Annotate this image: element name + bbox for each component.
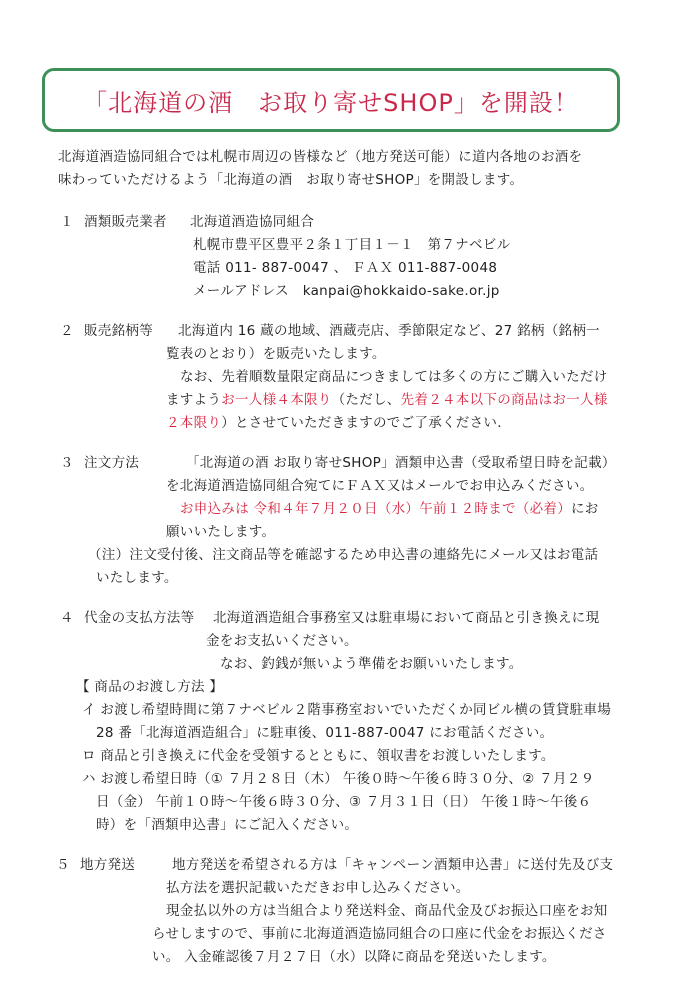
section-5-label: 地方発送 bbox=[80, 857, 136, 873]
delivery-item-i-line-2: 28 番「北海道酒造組合」に駐車後、011-887-0047 にお電話ください。 bbox=[96, 725, 554, 741]
section-2-line-2: 覧表のとおり）を販売いたします。 bbox=[166, 346, 386, 362]
section-2-line-5 bbox=[166, 414, 502, 432]
intro-line-1: 北海道酒造協同組合では札幌市周辺の皆様など（地方発送可能）に道内各地のお酒を bbox=[58, 149, 583, 165]
section-5-line-4: らせしますので、事前に北海道酒造協同組合の口座に代金をお振込くださ bbox=[152, 926, 607, 942]
section-2-line-1: 北海道内 16 蔵の地域、酒蔵売店、季節限定など、27 銘柄（銘柄一 bbox=[178, 323, 600, 339]
section-5-line-5: い。 入金確認後７月２７日（水）以降に商品を発送いたします。 bbox=[152, 949, 556, 965]
delivery-method-heading: 【 商品のお渡し方法 】 bbox=[76, 679, 224, 695]
delivery-item-ro: ロ 商品と引き換えに代金を受領するとともに、領収書をお渡しいたします。 bbox=[82, 748, 555, 764]
section-5-line-1: 地方発送を希望される方は「キャンペーン酒類申込書」に送付先及び支 bbox=[172, 857, 614, 873]
section-3-line-2: を北海道酒造協同組合宛てにＦＡＸ又はメールでお申込みください。 bbox=[166, 478, 594, 494]
deadline-highlight: お申込みは 令和４年７月２０日（水）午前１２時まで（必着） bbox=[180, 501, 571, 517]
section-1-address: 札幌市豊平区豊平２条１丁目１－１ 第７ナベビル bbox=[193, 237, 511, 253]
section-3-note-1: （注）注文受付後、注文商品等を確認するため申込書の連絡先にメール又はお電話 bbox=[88, 547, 599, 563]
section-3-line-3 bbox=[180, 500, 599, 518]
section-4-line-3: なお、釣銭が無いよう準備をお願いいたします。 bbox=[220, 656, 523, 672]
section-2-label: 販売銘柄等 bbox=[84, 323, 153, 339]
section-2-text: ますよう bbox=[166, 392, 222, 408]
section-1-number: １ bbox=[60, 214, 74, 230]
delivery-item-i-line-1: イ お渡し希望時間に第７ナベビル２階事務室おいでいただくか同ビル横の賃貸駐車場 bbox=[82, 702, 611, 718]
section-3-line-1: 「北海道の酒 お取り寄せSHOP」酒類申込書（受取希望日時を記載） bbox=[186, 455, 616, 471]
section-3-note-2: いたします。 bbox=[96, 570, 178, 586]
section-3-number: ３ bbox=[60, 455, 74, 471]
section-1-phone: 電話 011- 887-0047 、 ＦＡＸ 011-887-0048 bbox=[193, 260, 498, 276]
section-4-line-1: 北海道酒造組合事務室又は駐車場において商品と引き換えに現 bbox=[213, 610, 600, 626]
intro-line-2: 味わっていただけるよう「北海道の酒 お取り寄せSHOP」を開設します。 bbox=[58, 172, 524, 188]
section-1-email: メールアドレス kanpai@hokkaido-sake.or.jp bbox=[193, 283, 500, 299]
section-2-line-3: なお、先着順数量限定商品につきましては多くの方にご購入いただけ bbox=[180, 369, 608, 385]
section-3-text: にお bbox=[571, 501, 599, 517]
limit-24-highlight: 先着２４本以下の商品は bbox=[400, 392, 553, 408]
section-1-org: 北海道酒造協同組合 bbox=[190, 214, 315, 230]
section-1-label: 酒類販売業者 bbox=[84, 214, 167, 230]
delivery-item-ha-line-3: 時）を「酒類申込書」にご記入ください。 bbox=[96, 817, 359, 833]
per-person-highlight: お一人様 bbox=[552, 392, 608, 408]
section-4-number: ４ bbox=[60, 610, 74, 626]
section-5-number: ５ bbox=[56, 857, 70, 873]
section-5-line-2: 払方法を選択記載いただきお申し込みください。 bbox=[166, 880, 470, 896]
delivery-item-ha-line-2: 日（金） 午前１０時～午後６時３０分、③ ７月３１日（日） 午後１時～午後６ bbox=[96, 794, 592, 810]
section-2-text: ）とさせていただきますのでご了承ください. bbox=[221, 415, 502, 431]
section-3-line-4: 願いいたします。 bbox=[166, 524, 276, 540]
title-banner bbox=[42, 68, 620, 132]
section-2-text: （ただし、 bbox=[331, 392, 401, 408]
delivery-item-ha-line-1: ハ お渡し希望日時（① ７月２８日（木） 午後０時～午後６時３０分、② ７月２９ bbox=[82, 771, 595, 787]
limit-two-highlight: ２本限り bbox=[166, 415, 222, 431]
section-4-label: 代金の支払方法等 bbox=[84, 610, 195, 626]
section-5-line-3: 現金払以外の方は当組合より発送料金、商品代金及びお振込口座をお知 bbox=[166, 903, 608, 919]
section-2-number: ２ bbox=[60, 323, 74, 339]
page-title: 「北海道の酒 お取り寄せSHOP」を開設！ bbox=[83, 88, 579, 117]
section-2-line-4 bbox=[166, 391, 608, 409]
limit-four-highlight: お一人様４本限り bbox=[221, 392, 332, 408]
section-3-label: 注文方法 bbox=[84, 455, 140, 471]
section-4-line-2: 金をお支払いください。 bbox=[206, 633, 358, 649]
